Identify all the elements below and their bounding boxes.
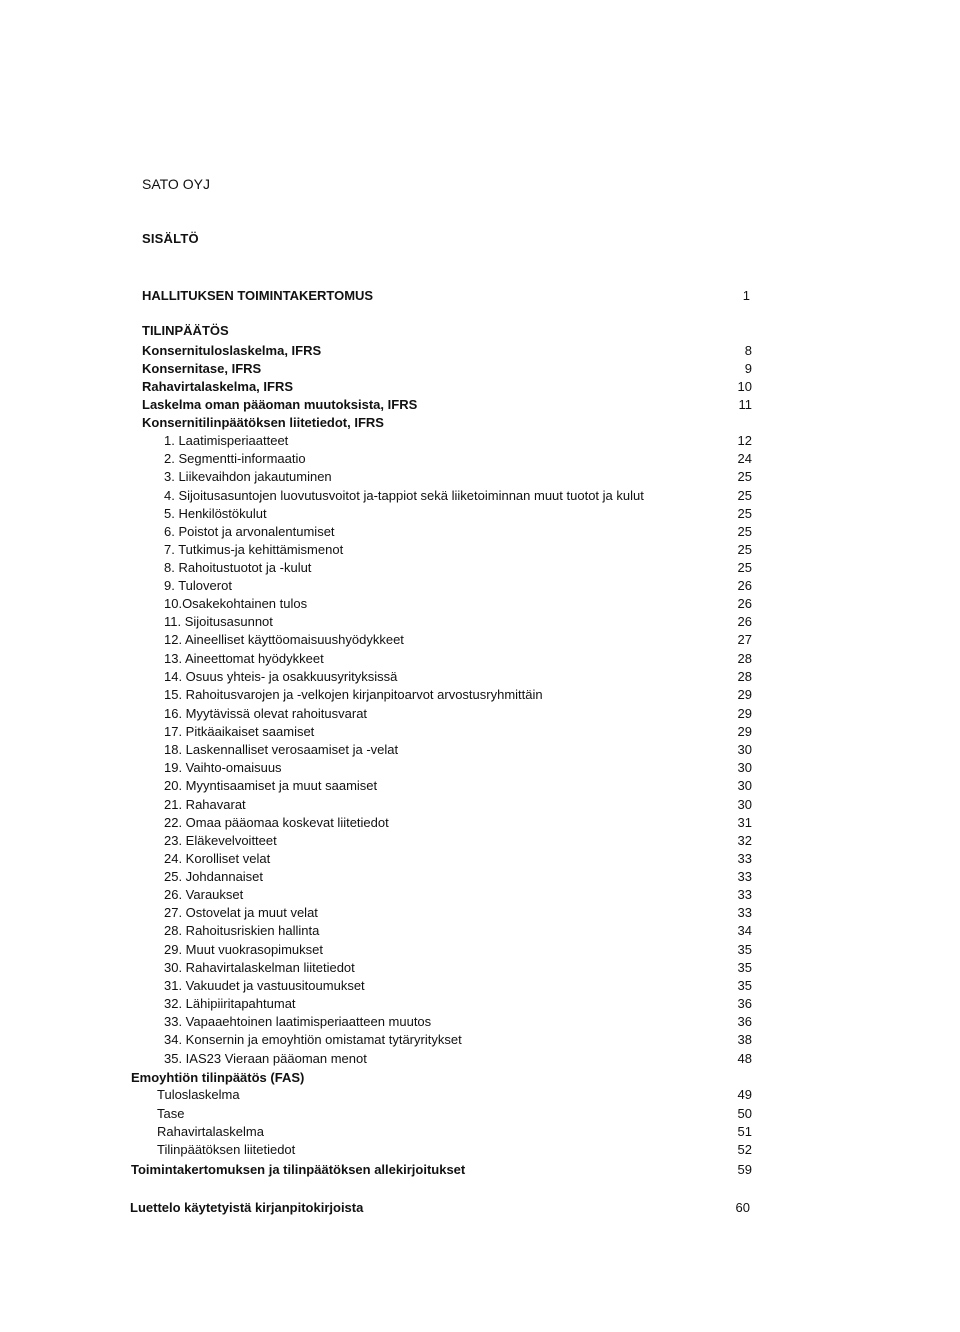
toc-entry-label: HALLITUKSEN TOIMINTAKERTOMUS <box>142 288 374 303</box>
toc-row <box>0 414 960 432</box>
toc-entry-label: 22. Omaa pääomaa koskevat liitetiedot <box>164 815 389 830</box>
toc-page-number: 60 <box>735 1200 750 1215</box>
toc-page-number: 32 <box>737 833 752 848</box>
toc-page-number: 25 <box>737 469 752 484</box>
toc-entry-label: 6. Poistot ja arvonalentumiset <box>164 524 335 539</box>
toc-row <box>0 595 960 613</box>
toc-entry-label: Rahavirtalaskelma, IFRS <box>142 379 294 394</box>
toc-row <box>0 450 960 468</box>
toc-page-number: 33 <box>737 851 752 866</box>
toc-entry-label: 17. Pitkäaikaiset saamiset <box>164 724 315 739</box>
toc-row <box>0 868 960 886</box>
toc-entry-label: 30. Rahavirtalaskelman liitetiedot <box>164 960 355 975</box>
toc-row <box>0 1050 960 1068</box>
toc-page-number: 8 <box>744 343 752 358</box>
toc-row <box>0 505 960 523</box>
toc-entry-label: 31. Vakuudet ja vastuusitoumukset <box>164 978 365 993</box>
toc-row <box>0 432 960 450</box>
toc-row <box>0 832 960 850</box>
toc-page-number: 12 <box>737 433 752 448</box>
toc-row <box>0 1199 960 1217</box>
toc-entry-label: 33. Vapaaehtoinen laatimisperiaatteen muutos <box>164 1014 432 1029</box>
toc-row <box>0 396 960 414</box>
toc-entry-label: 27. Ostovelat ja muut velat <box>164 905 318 920</box>
page-title: SISÄLTÖ <box>142 231 199 246</box>
toc-entry-label: Konsernitase, IFRS <box>142 361 262 376</box>
toc-row <box>0 705 960 723</box>
toc-entry-label: 24. Korolliset velat <box>164 851 271 866</box>
toc-row <box>0 850 960 868</box>
toc-entry-label: 10.Osakekohtainen tulos <box>164 596 308 611</box>
toc-entry-label: 14. Osuus yhteis- ja osakkuusyrityksissä <box>164 669 398 684</box>
toc-row <box>0 723 960 741</box>
toc-page-number: 33 <box>737 869 752 884</box>
toc-page-number: 35 <box>737 960 752 975</box>
toc-page-number: 25 <box>737 488 752 503</box>
toc-row <box>0 886 960 904</box>
toc-entry-label: Laskelma oman pääoman muutoksista, IFRS <box>142 397 418 412</box>
toc-entry-label: 16. Myytävissä olevat rahoitusvarat <box>164 706 368 721</box>
toc-page-number: 25 <box>737 506 752 521</box>
toc-row <box>0 941 960 959</box>
toc-row <box>0 559 960 577</box>
toc-page-number: 49 <box>737 1087 752 1102</box>
toc-page-number: 59 <box>737 1162 752 1177</box>
toc-row <box>0 995 960 1013</box>
toc-page-number: 30 <box>737 760 752 775</box>
toc-entry-label: 8. Rahoitustuotot ja -kulut <box>164 560 312 575</box>
toc-entry-label: 7. Tutkimus-ja kehittämismenot <box>164 542 344 557</box>
toc-entry-label: 4. Sijoitusasuntojen luovutusvoitot ja-tappiot sekä liiketoiminnan muut tuotot ja kulut <box>164 488 644 503</box>
toc-page-number: 30 <box>737 742 752 757</box>
toc-page-number: 30 <box>737 778 752 793</box>
toc-entry-label: 11. Sijoitusasunnot <box>164 614 273 629</box>
toc-entry-label: 23. Eläkevelvoitteet <box>164 833 277 848</box>
toc-row <box>0 1069 960 1087</box>
toc-page-number: 24 <box>737 451 752 466</box>
toc-page-number: 25 <box>737 560 752 575</box>
toc-row <box>0 631 960 649</box>
toc-page-number: 35 <box>737 978 752 993</box>
toc-entry-label: Luettelo käytetyistä kirjanpitokirjoista <box>130 1200 364 1215</box>
toc-entry-label: 15. Rahoitusvarojen ja -velkojen kirjanpitoarvot arvostusryhmittäin <box>164 687 543 702</box>
toc-page-number: 29 <box>737 706 752 721</box>
toc-row <box>0 977 960 995</box>
toc-entry-label: 25. Johdannaiset <box>164 869 264 884</box>
toc-entry-label: Toimintakertomuksen ja tilinpäätöksen allekirjoitukset <box>131 1162 466 1177</box>
toc-row <box>0 959 960 977</box>
toc-row <box>0 1086 960 1104</box>
toc-entry-label: Tuloslaskelma <box>157 1087 240 1102</box>
toc-page-number: 25 <box>737 524 752 539</box>
toc-page-number: 48 <box>737 1051 752 1066</box>
toc-page-number: 10 <box>737 379 752 394</box>
toc-row <box>0 360 960 378</box>
toc-row <box>0 1013 960 1031</box>
toc-entry-label: 19. Vaihto-omaisuus <box>164 760 282 775</box>
toc-row <box>0 487 960 505</box>
toc-entry-label: Tase <box>157 1106 185 1121</box>
toc-row <box>0 1123 960 1141</box>
toc-entry-label: Konsernitilinpäätöksen liitetiedot, IFRS <box>142 415 384 430</box>
toc-entry-label: 28. Rahoitusriskien hallinta <box>164 923 320 938</box>
toc-row <box>0 1105 960 1123</box>
toc-entry-label: 2. Segmentti-informaatio <box>164 451 306 466</box>
toc-row <box>0 1031 960 1049</box>
toc-row <box>0 904 960 922</box>
toc-entry-label: 32. Lähipiiritapahtumat <box>164 996 296 1011</box>
toc-row <box>0 668 960 686</box>
toc-page-number: 38 <box>737 1032 752 1047</box>
toc-entry-label: 35. IAS23 Vieraan pääoman menot <box>164 1051 367 1066</box>
toc-page-number: 33 <box>737 905 752 920</box>
company-name: SATO OYJ <box>142 176 210 192</box>
toc-row <box>0 468 960 486</box>
toc-page-number: 33 <box>737 887 752 902</box>
toc-row <box>0 922 960 940</box>
toc-page-number: 34 <box>737 923 752 938</box>
toc-row <box>0 741 960 759</box>
toc-row <box>0 613 960 631</box>
toc-entry-label: TILINPÄÄTÖS <box>142 323 229 338</box>
toc-page-number: 31 <box>737 815 752 830</box>
toc-row <box>0 1161 960 1179</box>
toc-page-number: 51 <box>737 1124 752 1139</box>
toc-page-number: 11 <box>738 397 752 412</box>
toc-page-number: 26 <box>737 578 752 593</box>
toc-entry-label: 3. Liikevaihdon jakautuminen <box>164 469 332 484</box>
toc-page-number: 9 <box>744 361 752 376</box>
toc-page-number: 28 <box>737 651 752 666</box>
toc-entry-label: 21. Rahavarat <box>164 797 246 812</box>
toc-entry-label: 20. Myyntisaamiset ja muut saamiset <box>164 778 378 793</box>
toc-row <box>0 378 960 396</box>
toc-row <box>0 814 960 832</box>
toc-page-number: 1 <box>742 288 750 303</box>
toc-row <box>0 523 960 541</box>
toc-row <box>0 541 960 559</box>
toc-entry-label: Konsernituloslaskelma, IFRS <box>142 343 322 358</box>
toc-page-number: 29 <box>737 687 752 702</box>
toc-page-number: 26 <box>737 614 752 629</box>
toc-row <box>0 796 960 814</box>
toc-entry-label: 5. Henkilöstökulut <box>164 506 267 521</box>
toc-entry-label: 29. Muut vuokrasopimukset <box>164 942 323 957</box>
toc-row <box>0 342 960 360</box>
toc-entry-label: 9. Tuloverot <box>164 578 232 593</box>
toc-page-number: 50 <box>737 1106 752 1121</box>
toc-entry-label: 1. Laatimisperiaatteet <box>164 433 289 448</box>
toc-row <box>0 686 960 704</box>
toc-page-number: 52 <box>737 1142 752 1157</box>
toc-page-number: 30 <box>737 797 752 812</box>
toc-entry-label: Rahavirtalaskelma <box>157 1124 264 1139</box>
toc-page-number: 36 <box>737 996 752 1011</box>
toc-page-number: 27 <box>737 632 752 647</box>
toc-page-number: 28 <box>737 669 752 684</box>
toc-entry-label: 34. Konsernin ja emoyhtiön omistamat tytäryritykset <box>164 1032 462 1047</box>
toc-page-number: 35 <box>737 942 752 957</box>
toc-row <box>0 287 960 305</box>
toc-page-number: 29 <box>737 724 752 739</box>
toc-row <box>0 759 960 777</box>
toc-row <box>0 577 960 595</box>
toc-entry-label: Emoyhtiön tilinpäätös (FAS) <box>131 1070 305 1085</box>
toc-entry-label: 12. Aineelliset käyttöomaisuushyödykkeet <box>164 632 404 647</box>
toc-entry-label: Tilinpäätöksen liitetiedot <box>157 1142 296 1157</box>
toc-row <box>0 1141 960 1159</box>
toc-page-number: 36 <box>737 1014 752 1029</box>
toc-entry-label: 26. Varaukset <box>164 887 244 902</box>
toc-row <box>0 650 960 668</box>
toc-entry-label: 13. Aineettomat hyödykkeet <box>164 651 324 666</box>
toc-page-number: 26 <box>737 596 752 611</box>
toc-row <box>0 777 960 795</box>
toc-entry-label: 18. Laskennalliset verosaamiset ja -velat <box>164 742 399 757</box>
toc-row <box>0 322 960 340</box>
toc-page-number: 25 <box>737 542 752 557</box>
